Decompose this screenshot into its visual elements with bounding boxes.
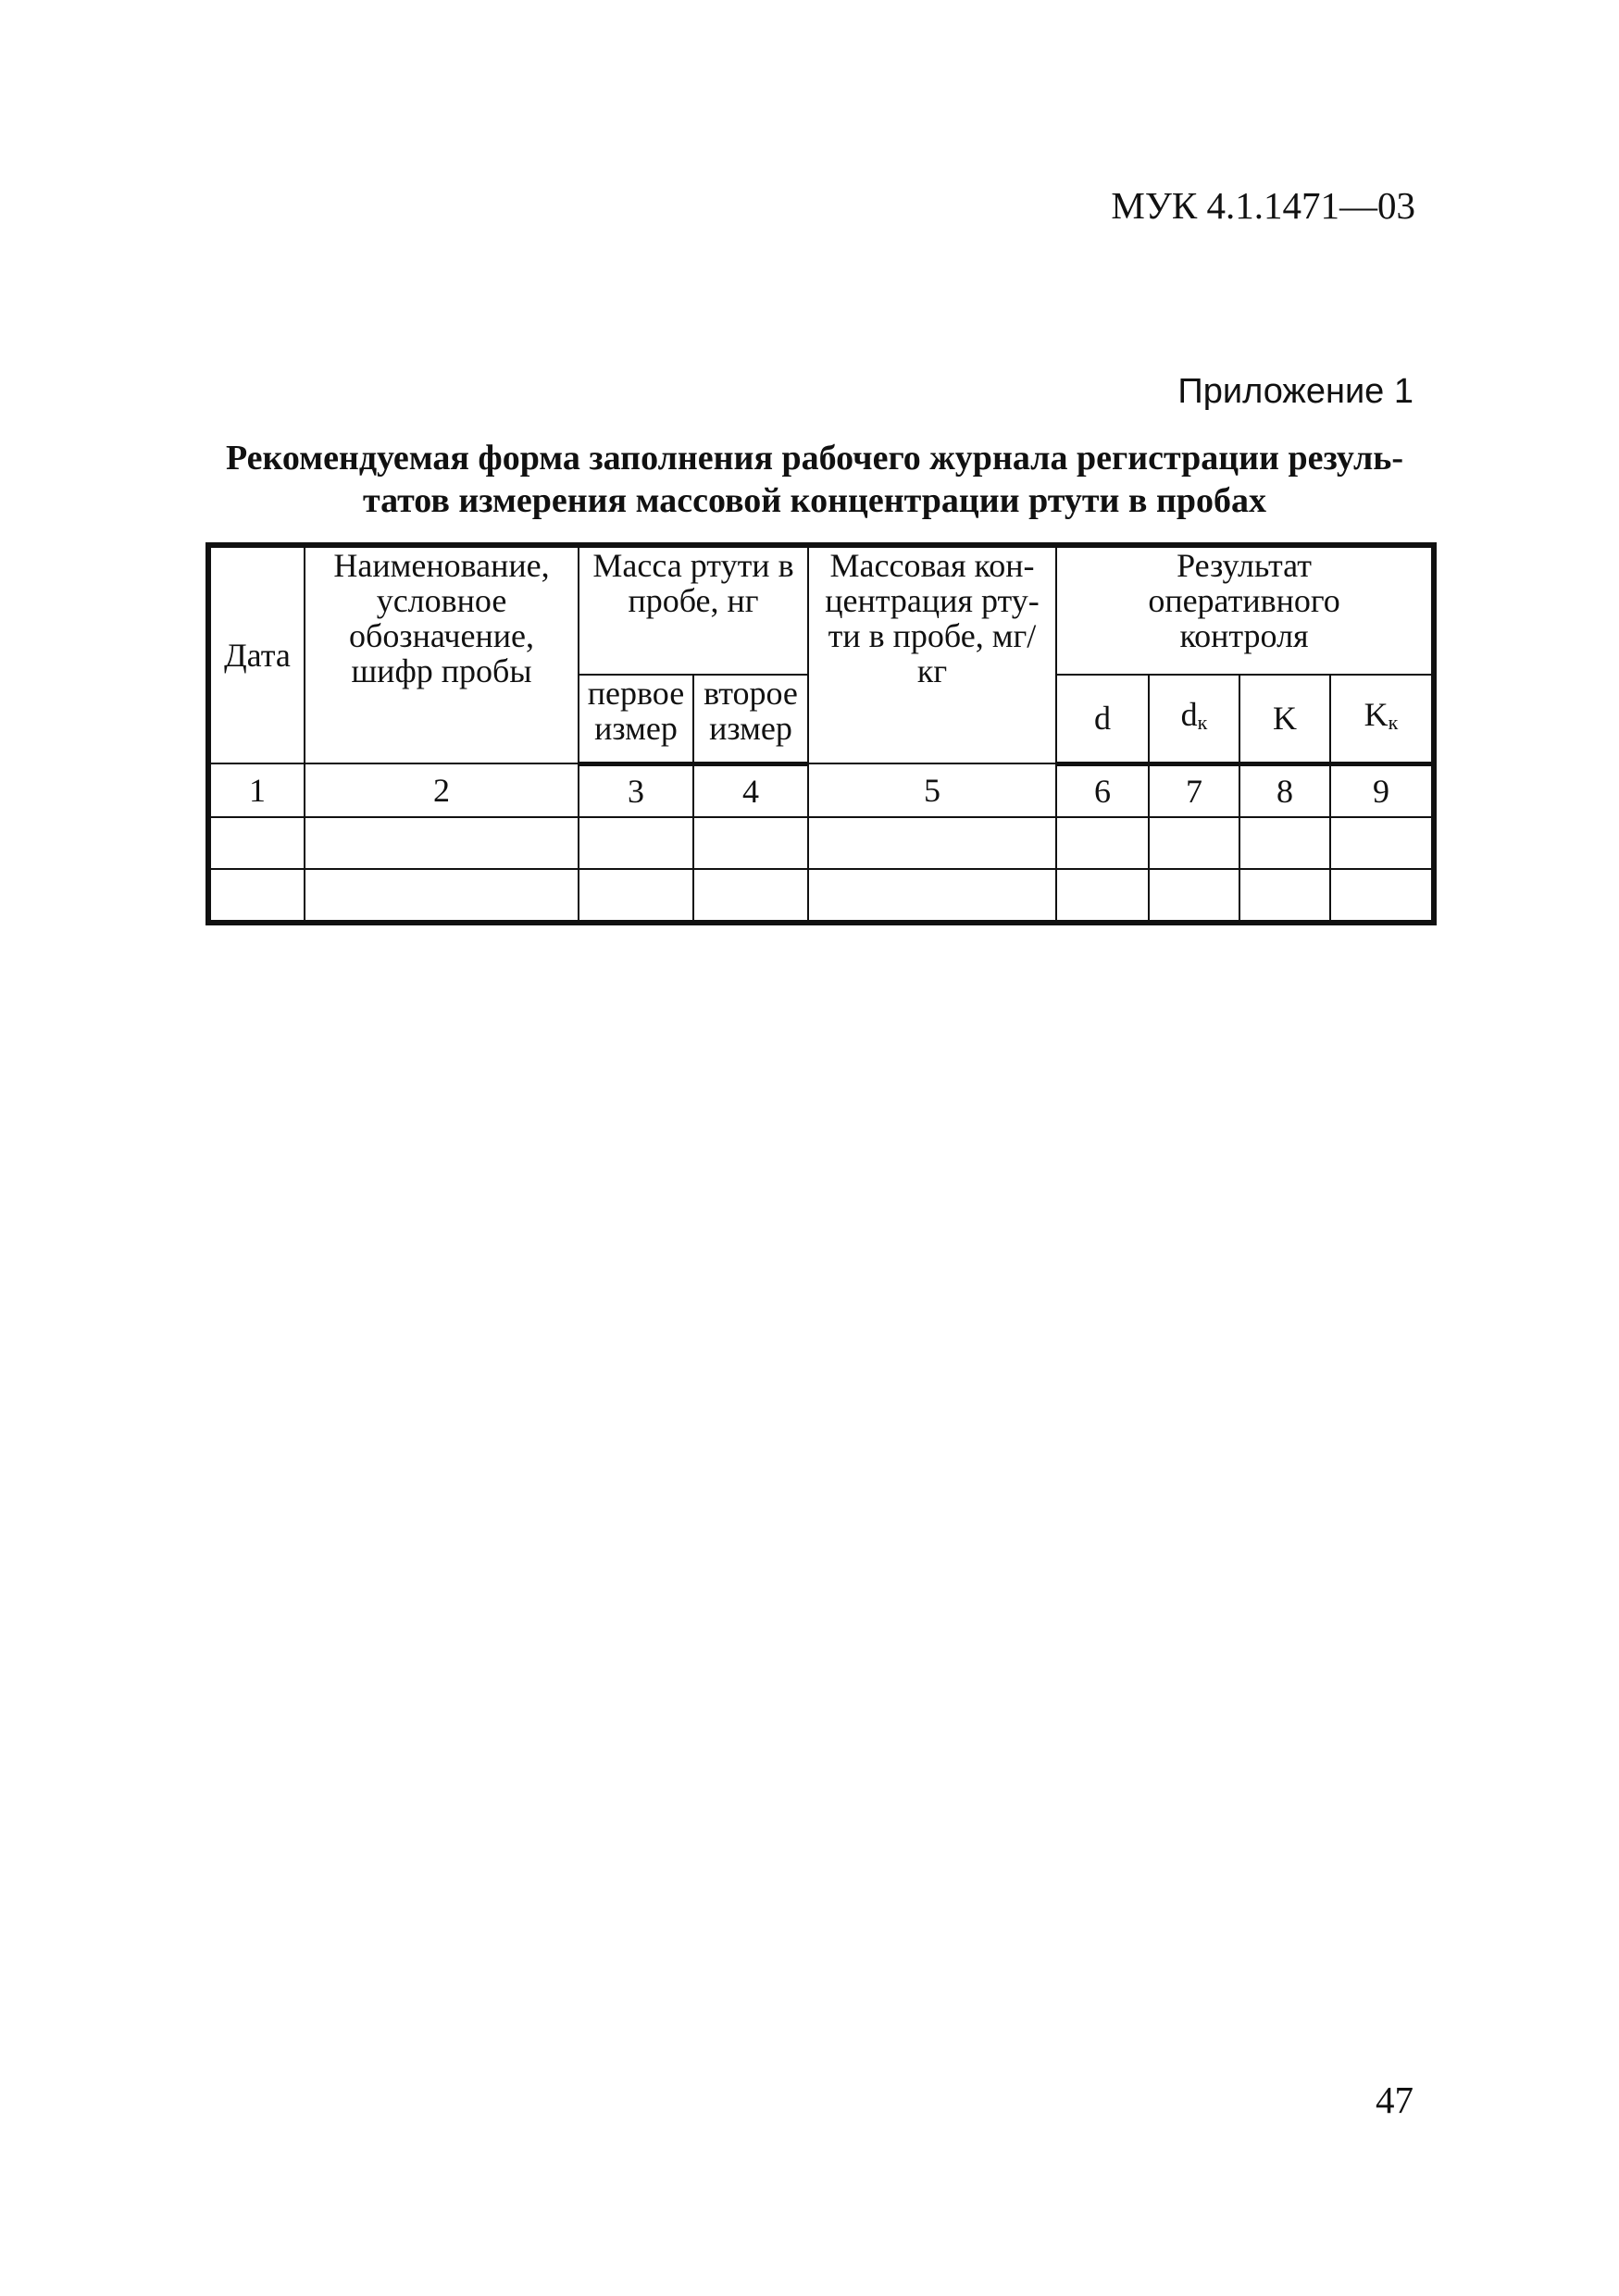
header-sample-name <box>305 545 579 763</box>
document-code: МУК 4.1.1471—03 <box>1111 184 1415 227</box>
column-number: 4 <box>693 763 808 817</box>
table-cell <box>208 869 305 923</box>
header-dk-base: d <box>1180 695 1198 733</box>
header-text: измер <box>594 710 678 747</box>
header-text: Масса ртути в <box>592 547 794 584</box>
header-text: Результат <box>1177 547 1312 584</box>
table-cell <box>693 817 808 869</box>
table-cell <box>305 817 579 869</box>
header-text: условное <box>376 582 507 619</box>
header-text: оперативного <box>1148 582 1340 619</box>
header-text: шифр пробы <box>351 652 532 689</box>
table-cell <box>693 869 808 923</box>
header-Kk-sub: к <box>1388 710 1399 734</box>
header-Kk <box>1330 675 1434 763</box>
header-text: обозначение, <box>349 617 534 654</box>
header-text: центрация рту- <box>825 582 1040 619</box>
table-cell <box>1149 869 1239 923</box>
header-text: второе <box>704 675 798 712</box>
column-number: 1 <box>208 763 305 817</box>
header-text: ти в пробе, мг/ <box>828 617 1037 654</box>
header-text: Наименование, <box>333 547 550 584</box>
header-d: d <box>1056 675 1149 763</box>
column-number-row <box>208 763 1434 817</box>
table-row <box>208 869 1434 923</box>
column-number: 7 <box>1149 763 1239 817</box>
table-cell <box>305 869 579 923</box>
header-text: пробе, нг <box>628 582 759 619</box>
header-first-measurement <box>579 675 693 763</box>
column-number: 3 <box>579 763 693 817</box>
journal-table <box>205 542 1437 925</box>
header-text: Массовая кон- <box>829 547 1035 584</box>
table-cell <box>579 869 693 923</box>
header-K: K <box>1239 675 1330 763</box>
table-cell <box>1149 817 1239 869</box>
table-cell <box>1056 869 1149 923</box>
table-cell <box>808 869 1056 923</box>
form-title-line: Рекомендуемая форма заполнения рабочего журнала регистрации резуль- <box>225 439 1404 478</box>
header-dk-sub: к <box>1197 710 1208 734</box>
column-number: 5 <box>808 763 1056 817</box>
table-cell <box>208 817 305 869</box>
form-title <box>185 437 1444 522</box>
header-mercury-mass <box>579 545 808 675</box>
header-text: контроля <box>1179 617 1309 654</box>
header-Kk-base: K <box>1364 695 1389 733</box>
appendix-label: Приложение 1 <box>1177 372 1414 411</box>
column-number: 6 <box>1056 763 1149 817</box>
header-text: первое <box>587 675 685 712</box>
header-text: измер <box>709 710 792 747</box>
column-number: 2 <box>305 763 579 817</box>
table-cell <box>579 817 693 869</box>
table-cell <box>1239 869 1330 923</box>
header-mass-concentration <box>808 545 1056 763</box>
table-row <box>208 817 1434 869</box>
header-text: кг <box>916 652 948 689</box>
header-second-measurement <box>693 675 808 763</box>
table-cell <box>1239 817 1330 869</box>
form-title-line: татов измерения массовой концентрации ртути в пробах <box>363 481 1266 520</box>
header-control-result <box>1056 545 1434 675</box>
column-number: 8 <box>1239 763 1330 817</box>
header-row <box>208 545 1434 675</box>
table-cell <box>1330 869 1434 923</box>
column-number: 9 <box>1330 763 1434 817</box>
table-cell <box>808 817 1056 869</box>
table-cell <box>1056 817 1149 869</box>
header-dk <box>1149 675 1239 763</box>
table-cell <box>1330 817 1434 869</box>
page-number: 47 <box>1376 2079 1414 2121</box>
header-date: Дата <box>208 545 305 763</box>
